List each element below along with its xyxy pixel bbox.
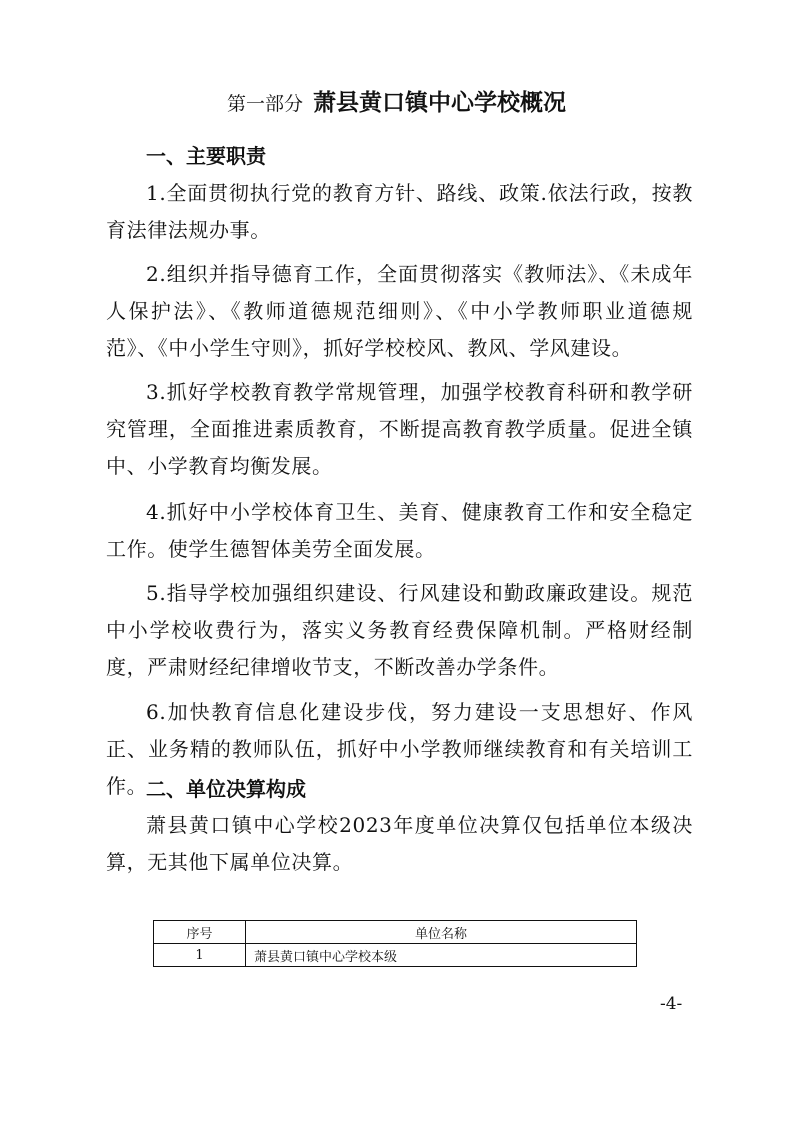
duty-paragraph-1: 1.全面贯彻执行党的教育方针、路线、政策.依法行政，按教育法律法规办事。 xyxy=(106,181,693,242)
title-school-name: 萧县黄口镇中心学校概况 xyxy=(313,90,566,116)
duty-paragraph-4: 4.抓好中小学校体育卫生、美育、健康教育工作和安全稳定工作。使学生德智体美劳全面发展。 xyxy=(106,500,693,561)
composition-paragraph: 萧县黄口镇中心学校2023年度单位决算仅包括单位本级决算，无其他下属单位决算。 xyxy=(106,813,693,874)
duty-paragraph-2: 2.组织并指导德育工作，全面贯彻落实《教师法》、《未成年人保护法》、《教师道德规范细则》、《中小学教师职业道德规范》、《中小学生守则》，抓好学校校风、教风、学风建设。 xyxy=(106,262,693,360)
duty-paragraph-6: 6.加快教育信息化建设步伐，努力建设一支思想好、作风正、业务精的教师队伍，抓好中小学教师继续教育和有关培训工作。 xyxy=(106,700,693,798)
title-part-label: 第一部分 xyxy=(226,93,303,115)
section-heading-duties: 一、主要职责 xyxy=(146,144,266,168)
page-title xyxy=(0,84,793,117)
unit-table xyxy=(153,920,637,967)
section-heading-composition: 二、单位决算构成 xyxy=(146,777,306,801)
table-cell-unit-name: 萧县黄口镇中心学校本级 xyxy=(246,944,637,967)
table-cell-number: 1 xyxy=(154,944,246,967)
page-number: -4- xyxy=(660,994,683,1014)
table-header-row xyxy=(154,921,637,944)
duty-paragraph-3: 3.抓好学校教育教学常规管理，加强学校教育科研和教学研究管理，全面推进素质教育，不断提高教育教学质量。促进全镇中、小学教育均衡发展。 xyxy=(106,380,693,478)
table-header-number: 序号 xyxy=(154,921,246,944)
table-header-unit-name: 单位名称 xyxy=(246,921,637,944)
duty-paragraph-5: 5.指导学校加强组织建设、行风建设和勤政廉政建设。规范中小学校收费行为，落实义务教育经费保障机制。严格财经制度，严肃财经纪律增收节支，不断改善办学条件。 xyxy=(106,581,693,679)
table-row xyxy=(154,944,637,967)
